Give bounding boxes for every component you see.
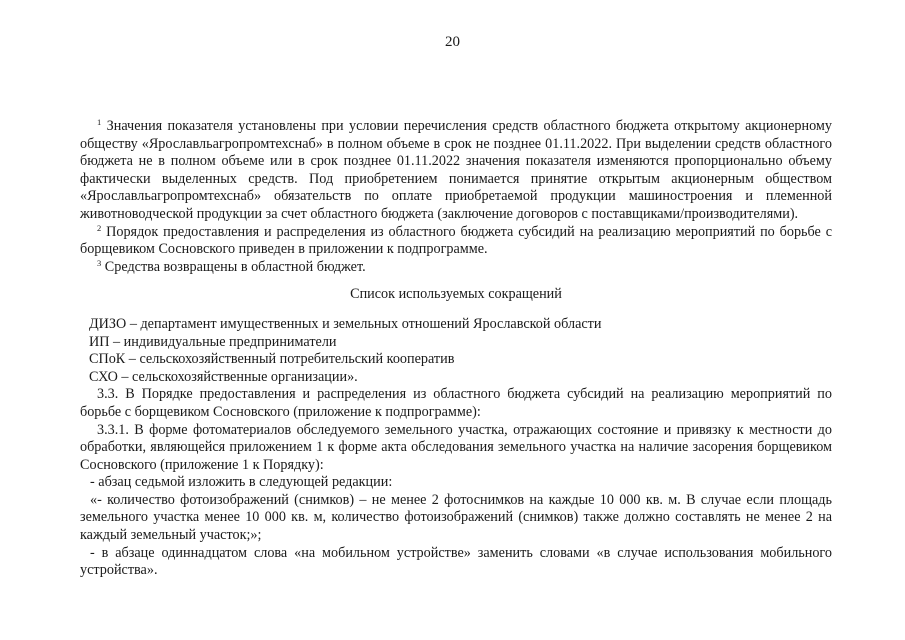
document-body (80, 118, 832, 580)
footnote-mark: 1 (97, 117, 102, 127)
footnote-text: Порядок предоставления и распределения из областного бюджета субсидий на реализацию мероприятий по борьбе с борщевиком Сосновского приведен в приложении к подпрограмме. (80, 223, 833, 258)
abbreviations-title: Список используемых сокращений (350, 286, 562, 303)
paragraph-3-3-1: 3.3.1. В форме фотоматериалов обследуемого земельного участка, отражающих состояние и привязку к местности до обработки, являющейся приложением 1 к форме акта обследования земельного участка на наличие засорения борщевиком Сосновского (приложение 1 к Порядку): (80, 421, 832, 473)
abbreviation-item: ДИЗО – департамент имущественных и земельных отношений Ярославской области (89, 315, 602, 332)
abbreviation-item: ИП – индивидуальные предприниматели (89, 333, 337, 350)
abbreviation-item: СПоК – сельскохозяйственный потребительский кооператив (89, 351, 455, 368)
footnote-3 (80, 259, 832, 277)
page-number: 20 (445, 34, 460, 50)
abbreviation-item: СХО – сельскохозяйственные организации». (89, 368, 358, 385)
paragraph-abzac-11: - в абзаце одиннадцатом слова «на мобильном устройстве» заменить словами «в случае использования мобильного устройства». (80, 544, 832, 579)
footnote-text: Средства возвращены в областной бюджет. (104, 258, 366, 275)
paragraph-abzac-7: - абзац седьмой изложить в следующей редакции: (90, 474, 393, 491)
paragraph-3-3: 3.3. В Порядке предоставления и распределения из областного бюджета субсидий на реализацию мероприятий по борьбе с борщевиком Сосновского (приложение к подпрограмме): (80, 386, 832, 420)
footnote-2 (80, 224, 832, 259)
paragraph-quote: «- количество фотоизображений (снимков) – не менее 2 фотоснимков на каждые 10 000 кв. м. В случае если площадь земельного участка менее 10 000 кв. м, количество фотоизображений (снимков) также должно составлять не менее 2 на каждый земельный участок;»; (80, 491, 832, 544)
footnote-mark: 3 (97, 257, 102, 268)
footnote-text: Значения показателя установлены при условии перечисления средств областного бюджета открытому акционерному обществу «Ярославльагропромтехснаб» в полном объеме в срок не позднее 01.11.2022. При выделении средств областного бюджета не в полном объеме или в срок позднее 01.11.2022 значения показателя изменяются пропорционально объему фактически выделенных средств. Под приобретением понимается принятие открытым акционерным обществом «Ярославльагропромтехснаб» обязательств по оплате приобретаемой продукции машиностроения и племенной животноводческой продукции за счет областного бюджета (заключение договоров с поставщиками/производителями). (80, 118, 833, 222)
footnote-1 (80, 118, 832, 224)
footnote-mark: 2 (97, 222, 102, 233)
